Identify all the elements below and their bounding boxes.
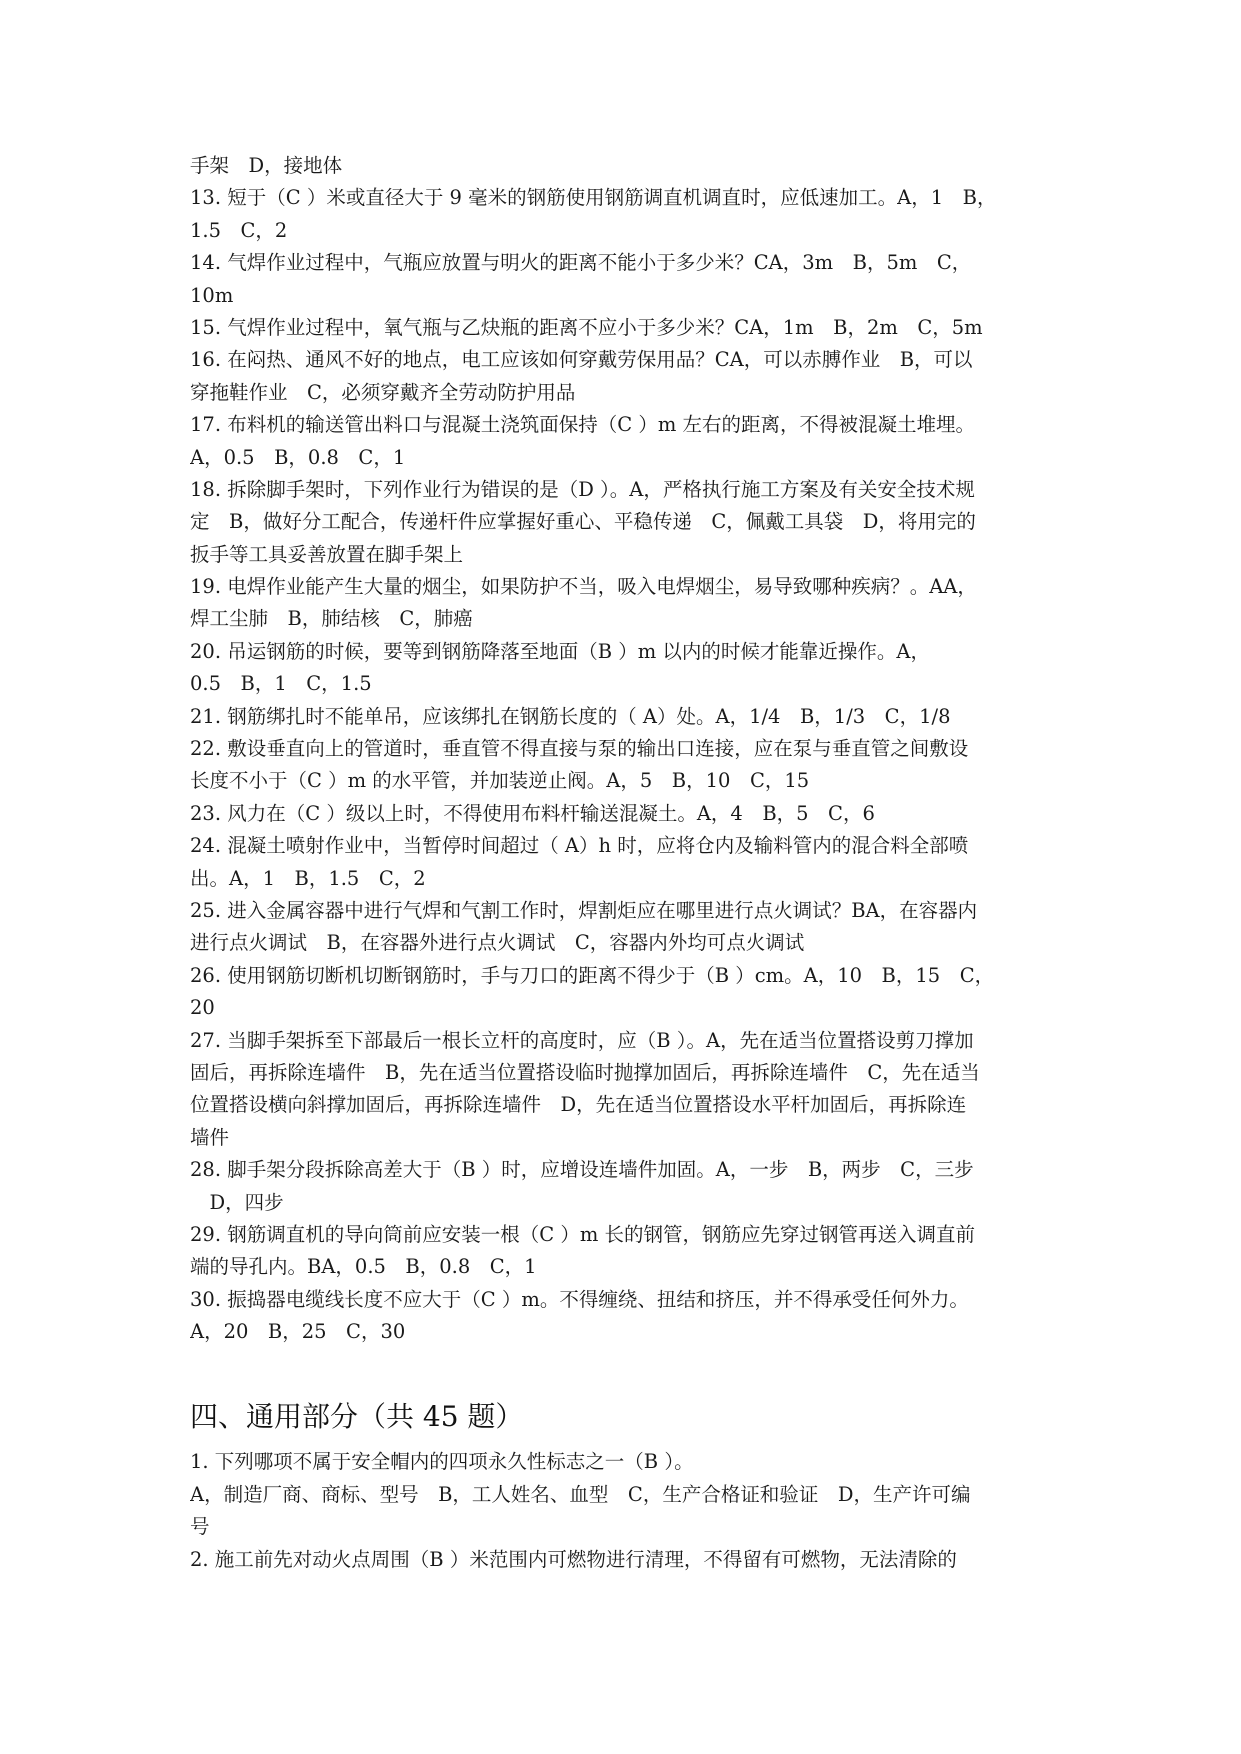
text-line: 0.5 B，1 C，1.5: [190, 672, 372, 696]
text-line: 号: [190, 1515, 210, 1539]
text-line: 18. 拆除脚手架时，下列作业行为错误的是（D ）。A，严格执行施工方案及有关安全技术规: [190, 477, 975, 501]
text-line: 穿拖鞋作业 C，必须穿戴齐全劳动防护用品: [190, 380, 576, 404]
text-line: 1.5 C，2: [190, 218, 288, 242]
text-line: 20: [190, 996, 215, 1020]
text-line: A，制造厂商、商标、型号 B，工人姓名、血型 C，生产合格证和验证 D，生产许可编: [190, 1482, 971, 1506]
question-list-part2: [190, 1446, 1068, 1576]
text-line: 焊工尘肺 B，肺结核 C，肺癌: [190, 607, 473, 631]
text-line: 21. 钢筋绑扎时不能单吊，应该绑扎在钢筋长度的（ A）处。A，1/4 B，1/3 C，1/8: [190, 704, 951, 728]
text-line: 1. 下列哪项不属于安全帽内的四项永久性标志之一（B ）。: [190, 1450, 694, 1474]
text-line: 19. 电焊作业能产生大量的烟尘，如果防护不当，吸入电焊烟尘，易导致哪种疾病？。AA，: [190, 575, 977, 599]
text-line: 23. 风力在（C ）级以上时，不得使用布料杆输送混凝土。A，4 B，5 C，6: [190, 801, 875, 825]
question-list-part1: [190, 150, 1068, 1348]
text-line: 进行点火调试 B，在容器外进行点火调试 C，容器内外均可点火调试: [190, 931, 805, 955]
section-heading: 四、通用部分（共 45 题）: [190, 1400, 524, 1434]
text-line: 手架 D，接地体: [190, 154, 343, 177]
text-line: 端的导孔内。BA，0.5 B，0.8 C，1: [190, 1255, 537, 1279]
text-line: 16. 在闷热、通风不好的地点，电工应该如何穿戴劳保用品？CA，可以赤膊作业 B，可以: [190, 348, 973, 372]
text-line: 2. 施工前先对动火点周围（B ）米范围内可燃物进行清理，不得留有可燃物，无法清除的: [190, 1547, 957, 1571]
text-line: 定 B，做好分工配合，传递杆件应掌握好重心、平稳传递 C，佩戴工具袋 D，将用完的: [190, 510, 976, 534]
text-line: 29. 钢筋调直机的导向筒前应安装一根（C ）m 长的钢管，钢筋应先穿过钢管再送入调直前: [190, 1222, 976, 1246]
text-line: 13. 短于（C ）米或直径大于 9 毫米的钢筋使用钢筋调直机调直时，应低速加工。A，1 B，: [190, 186, 997, 210]
document-body: [190, 150, 1068, 1576]
text-line: 10m: [190, 283, 234, 307]
text-line: 15. 气焊作业过程中，氧气瓶与乙炔瓶的距离不应小于多少米？CA，1m B，2m C，5m: [190, 315, 983, 339]
text-line: 22. 敷设垂直向上的管道时，垂直管不得直接与泵的输出口连接，应在泵与垂直管之间敷设: [190, 737, 969, 761]
text-line: 墙件: [190, 1125, 230, 1149]
text-line: 20. 吊运钢筋的时候，要等到钢筋降落至地面（B ）m 以内的时候才能靠近操作。A，: [190, 639, 931, 663]
text-line: A，20 B，25 C，30: [190, 1320, 406, 1344]
text-line: D，四步: [190, 1190, 284, 1214]
text-line: 位置搭设横向斜撑加固后，再拆除连墙件 D，先在适当位置搭设水平杆加固后，再拆除连: [190, 1093, 967, 1117]
text-line: A，0.5 B，0.8 C，1: [190, 445, 406, 469]
text-line: 长度不小于（C ）m 的水平管，并加装逆止阀。A，5 B，10 C，15: [190, 769, 810, 793]
text-line: 28. 脚手架分段拆除高差大于（B ）时，应增设连墙件加固。A，一步 B，两步 C，三步: [190, 1158, 974, 1182]
text-line: 17. 布料机的输送管出料口与混凝土浇筑面保持（C ）m 左右的距离，不得被混凝土堆埋。: [190, 413, 976, 437]
text-line: 25. 进入金属容器中进行气焊和气割工作时，焊割炬应在哪里进行点火调试？BA，在容器内: [190, 898, 978, 922]
text-line: 27. 当脚手架拆至下部最后一根长立杆的高度时，应（B ）。A，先在适当位置搭设剪刀撑加: [190, 1028, 974, 1052]
text-line: 14. 气焊作业过程中，气瓶应放置与明火的距离不能小于多少米？CA，3m B，5m C，: [190, 251, 972, 275]
text-line: 固后，再拆除连墙件 B，先在适当位置搭设临时抛撑加固后，再拆除连墙件 C，先在适当: [190, 1060, 980, 1084]
section-spacer: [190, 1348, 1068, 1394]
text-line: 24. 混凝土喷射作业中，当暂停时间超过（ A）h 时，应将仓内及输料管内的混合料全部喷: [190, 834, 969, 858]
text-line: 出。A，1 B，1.5 C，2: [190, 866, 426, 890]
text-line: 30. 振捣器电缆线长度不应大于（C ）m。不得缠绕、扭结和挤压，并不得承受任何外力。: [190, 1287, 969, 1311]
text-line: 26. 使用钢筋切断机切断钢筋时，手与刀口的距离不得少于（B ）cm。A，10 B，15 C，: [190, 963, 995, 987]
text-line: 扳手等工具妥善放置在脚手架上: [190, 542, 464, 566]
